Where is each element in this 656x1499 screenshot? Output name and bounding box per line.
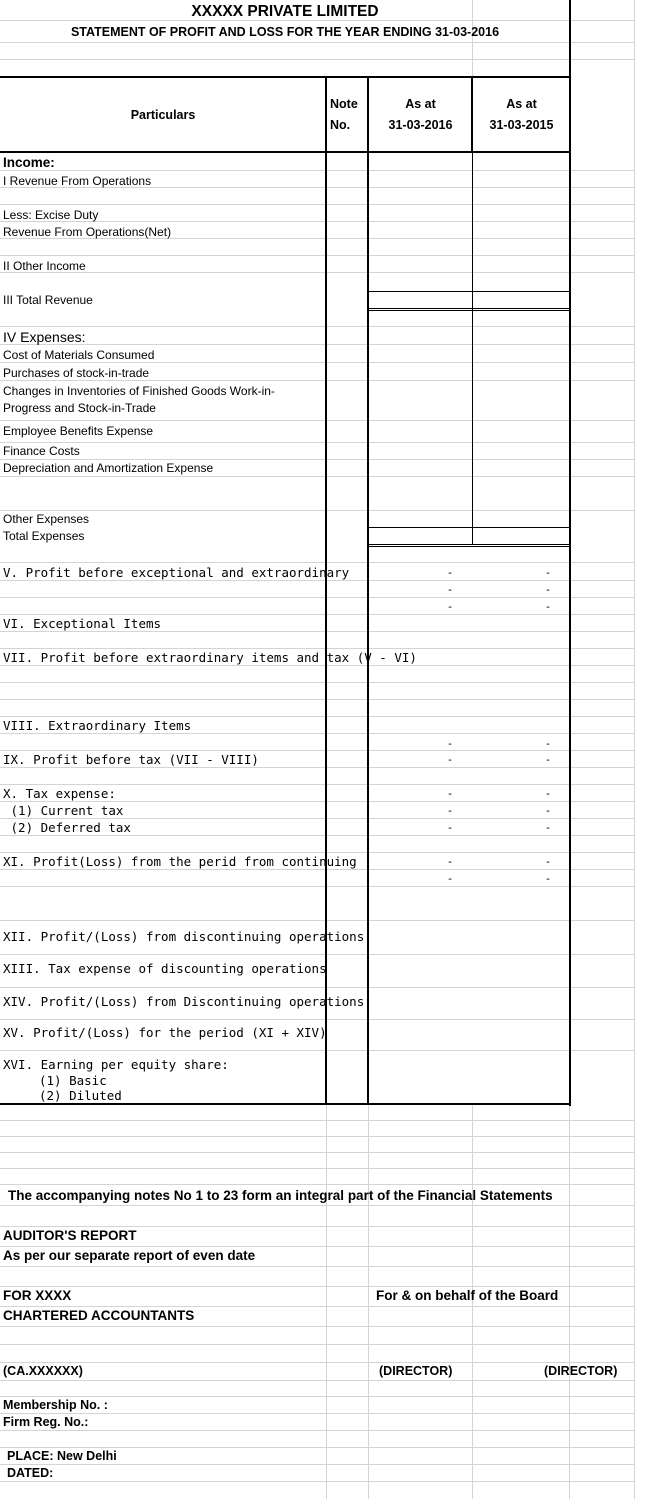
dash-previous: -	[544, 600, 552, 613]
profit-xiii: XIII. Tax expense of discounting operations	[3, 961, 327, 976]
gridline	[0, 1447, 634, 1448]
profit-vii: VII. Profit before extraordinary items and tax (V - VI)	[3, 650, 417, 665]
employee-benefits: Employee Benefits Expense	[3, 424, 154, 438]
gridline	[0, 818, 634, 819]
gridline	[0, 835, 634, 836]
gridline	[0, 1464, 634, 1465]
table-top-border	[0, 76, 571, 78]
profit-x: X. Tax expense:	[3, 786, 116, 801]
gridline	[0, 733, 634, 734]
gridline	[0, 1266, 634, 1267]
gridline	[0, 614, 634, 615]
ca-name: (CA.XXXXXX)	[3, 1364, 83, 1378]
dash-current: -	[446, 737, 454, 750]
other-income: II Other Income	[3, 259, 86, 273]
gridline	[0, 1226, 634, 1227]
dash-previous: -	[544, 855, 552, 868]
membership-no: Membership No. :	[3, 1398, 108, 1412]
profit-v: V. Profit before exceptional and extraordinary	[3, 565, 350, 580]
gridline	[0, 510, 634, 511]
total-revenue: III Total Revenue	[3, 293, 93, 307]
gridline	[0, 784, 634, 785]
profit-xi: XI. Profit(Loss) from the perid from continuing	[3, 854, 357, 869]
gridline	[0, 1481, 634, 1482]
gridline	[0, 380, 634, 381]
gridline	[0, 1184, 634, 1185]
as-per-report: As per our separate report of even date	[3, 1248, 256, 1263]
note-column-border	[325, 76, 327, 1105]
grid-column-right	[569, 1104, 570, 1499]
dash-current: -	[446, 855, 454, 868]
grid-column-note	[326, 1104, 327, 1499]
total-expenses: Total Expenses	[3, 529, 85, 543]
gridline	[0, 1326, 634, 1327]
profit-xv: XV. Profit/(Loss) for the period (XI + XIV)	[3, 1025, 327, 1040]
changes-inventories-line1: Changes in Inventories of Finished Goods Work-in-	[3, 384, 275, 398]
gridline	[0, 362, 634, 363]
total-revenue-mid-rule	[368, 308, 570, 309]
total-expenses-mid-rule	[368, 544, 570, 545]
dash-current: -	[446, 804, 454, 817]
gridline	[0, 1120, 634, 1121]
cost-of-materials: Cost of Materials Consumed	[3, 348, 155, 362]
gridline	[0, 580, 634, 581]
gridline	[0, 1019, 634, 1020]
finance-costs: Finance Costs	[3, 444, 80, 458]
gridline	[0, 852, 634, 853]
dash-previous: -	[544, 753, 552, 766]
total-expenses-divider	[472, 527, 473, 545]
table-right-border	[569, 0, 571, 1106]
gridline	[0, 1205, 634, 1206]
gridline	[0, 631, 634, 632]
dash-previous: -	[544, 583, 552, 596]
income-heading: Income:	[3, 155, 55, 170]
current-year-header-line1: As at	[405, 97, 436, 111]
gridline	[0, 1362, 634, 1363]
grid-column-edge	[634, 0, 635, 1499]
gridline	[0, 954, 634, 955]
gridline	[0, 699, 634, 700]
current-tax: (1) Current tax	[3, 803, 124, 818]
gridline	[0, 1050, 634, 1051]
gridline	[0, 1152, 634, 1153]
gridline	[0, 42, 634, 43]
dash-current: -	[446, 566, 454, 579]
dash-previous: -	[544, 804, 552, 817]
notes-statement: The accompanying notes No 1 to 23 form an integral part of the Financial Statements	[8, 1188, 553, 1203]
dash-previous: -	[544, 737, 552, 750]
gridline	[0, 750, 634, 751]
gridline	[0, 716, 634, 717]
dash-previous: -	[544, 787, 552, 800]
note-header-line2: No.	[330, 118, 351, 132]
place: PLACE: New Delhi	[7, 1449, 117, 1463]
gridline	[0, 920, 634, 921]
gridline	[0, 987, 634, 988]
gridline	[0, 1430, 634, 1431]
revenue-from-operations: I Revenue From Operations	[3, 174, 152, 188]
on-behalf-of-board: For & on behalf of the Board	[376, 1288, 559, 1303]
profit-xii: XII. Profit/(Loss) from discontinuing operations	[3, 929, 365, 944]
less-excise-duty: Less: Excise Duty	[3, 208, 99, 222]
gridline	[0, 801, 634, 802]
chartered-accountants: CHARTERED ACCOUNTANTS	[3, 1308, 195, 1323]
previous-year-header-line2: 31-03-2015	[489, 118, 554, 132]
current-column-border	[367, 76, 369, 1105]
company-name: XXXXX PRIVATE LIMITED	[191, 3, 379, 20]
gridline	[0, 420, 634, 421]
dash-current: -	[446, 600, 454, 613]
gridline	[0, 1380, 634, 1381]
expenses-heading: IV Expenses:	[3, 329, 86, 345]
gridline	[0, 597, 634, 598]
dash-previous: -	[544, 821, 552, 834]
other-expenses: Other Expenses	[3, 512, 90, 526]
prev-column-border-a	[472, 153, 473, 291]
gridline	[0, 1413, 634, 1414]
total-expenses-double-rule	[368, 546, 570, 547]
gridline	[0, 648, 634, 649]
gridline	[0, 326, 634, 327]
auditor-report: AUDITOR'S REPORT	[3, 1228, 137, 1243]
gridline	[0, 886, 634, 887]
dash-current: -	[446, 787, 454, 800]
table-bottom-border	[0, 1103, 571, 1105]
director-1: (DIRECTOR)	[379, 1364, 453, 1378]
gridline	[0, 1306, 634, 1307]
dash-current: -	[446, 753, 454, 766]
gridline	[0, 665, 634, 666]
gridline	[0, 767, 634, 768]
particulars-header: Particulars	[130, 108, 196, 122]
header-bottom-border	[0, 151, 571, 153]
eps-diluted: (2) Diluted	[39, 1088, 122, 1103]
gridline	[0, 272, 634, 273]
gridline	[0, 1286, 634, 1287]
current-year-header-line2: 31-03-2016	[388, 118, 453, 132]
dash-previous: -	[544, 566, 552, 579]
profit-viii: VIII. Extraordinary Items	[3, 718, 192, 733]
total-revenue-top-rule	[368, 291, 570, 292]
statement-title: STATEMENT OF PROFIT AND LOSS FOR THE YEAR ENDING 31-03-2016	[70, 25, 500, 39]
prev-column-border-b	[472, 309, 473, 527]
purchases-stock: Purchases of stock-in-trade	[3, 366, 150, 380]
note-header-line1: Note	[330, 97, 358, 111]
gridline	[0, 1136, 634, 1137]
changes-inventories-line2: Progress and Stock-in-Trade	[3, 401, 156, 415]
gridline	[0, 562, 634, 563]
gridline	[0, 1246, 634, 1247]
prev-header-border	[471, 76, 473, 153]
gridline	[0, 682, 634, 683]
profit-xvi: XVI. Earning per equity share:	[3, 1057, 229, 1072]
gridline	[0, 204, 634, 205]
grid-column-cur	[368, 1104, 369, 1499]
depreciation: Depreciation and Amortization Expense	[3, 461, 214, 475]
gridline	[0, 1396, 634, 1397]
profit-vi: VI. Exceptional Items	[3, 616, 162, 631]
dash-current: -	[446, 872, 454, 885]
gridline	[0, 459, 634, 460]
deferred-tax: (2) Deferred tax	[3, 820, 131, 835]
gridline	[0, 1168, 634, 1169]
eps-basic: (1) Basic	[39, 1073, 107, 1088]
gridline	[0, 170, 634, 171]
gridline	[0, 442, 634, 443]
gridline	[0, 476, 634, 477]
previous-year-header-line1: As at	[506, 97, 537, 111]
total-expenses-top-rule	[368, 527, 570, 528]
gridline	[0, 869, 634, 870]
revenue-net: Revenue From Operations(Net)	[3, 225, 172, 239]
total-revenue-divider	[472, 291, 473, 309]
dash-previous: -	[544, 872, 552, 885]
dash-current: -	[446, 821, 454, 834]
dated: DATED:	[7, 1466, 54, 1480]
dash-current: -	[446, 583, 454, 596]
gridline	[0, 59, 634, 60]
gridline	[0, 255, 634, 256]
total-revenue-double-rule	[368, 310, 570, 311]
gridline	[0, 1344, 634, 1345]
gridline	[0, 344, 634, 345]
profit-ix: IX. Profit before tax (VII - VIII)	[3, 752, 259, 767]
firm-reg-no: Firm Reg. No.:	[3, 1415, 89, 1429]
director-2: (DIRECTOR)	[544, 1364, 618, 1378]
profit-xiv: XIV. Profit/(Loss) from Discontinuing operations	[3, 994, 365, 1009]
for-firm: FOR XXXX	[3, 1288, 72, 1303]
